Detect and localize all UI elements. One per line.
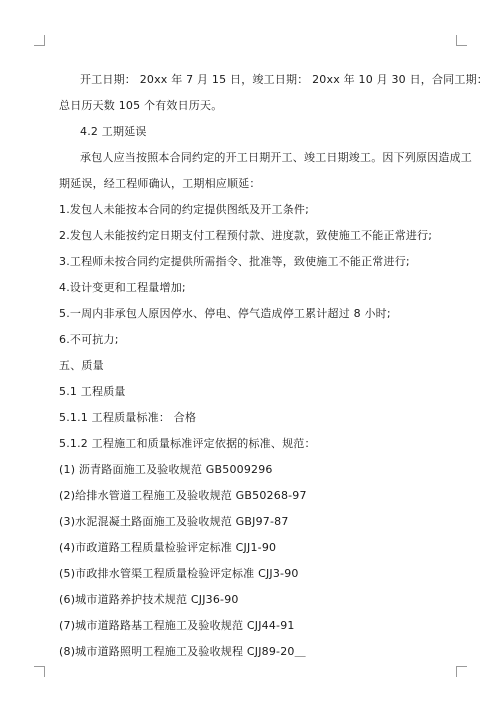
standard-list-item: (6)城市道路养护技术规范 CJJ36-90 [59, 593, 239, 606]
list-item: 2.发包人未能按约定日期支付工程预付款、进度款，致使施工不能正常进行; [59, 229, 433, 242]
paragraph-line: 开工日期： 20xx 年 7 月 15 日，竣工日期： 20xx 年 10 月 30 日，合同工期： [80, 73, 488, 86]
paragraph-line: 总日历天数 105 个有效日历天。 [59, 99, 223, 112]
document-body [59, 67, 488, 665]
standard-list-item: (4)市政道路工程质量检验评定标准 CJJ1-90 [59, 541, 277, 554]
standard-list-item: (2)给排水管道工程施工及验收规范 GB50268-97 [59, 489, 307, 502]
standard-list-item: (7)城市道路路基工程施工及验收规范 CJJ44-91 [59, 619, 295, 632]
paragraph-line: 期延误，经工程师确认，工期相应顺延： [59, 177, 261, 190]
section-heading: 4.2 工期延误 [80, 125, 147, 138]
crop-mark-bottom-left [34, 666, 45, 677]
list-item: 3.工程师未按合同约定提供所需指令、批准等，致使施工不能正常进行; [59, 255, 410, 268]
standard-list-item: (5)市政排水管渠工程质量检验评定标准 CJJ3-90 [59, 567, 299, 580]
list-item: 6.不可抗力; [59, 333, 119, 346]
list-item: 1.发包人未能按本合同的约定提供图纸及开工条件; [59, 203, 309, 216]
standard-list-item: (8)城市道路照明工程施工及验收规程 CJJ89-20＿ [59, 645, 306, 658]
crop-mark-bottom-right [456, 666, 467, 677]
paragraph-line: 承包人应当按照本合同约定的开工日期开工、竣工日期竣工。因下列原因造成工 [80, 151, 472, 164]
list-item: 5.一周内非承包人原因停水、停电、停气造成停工累计超过 8 小时; [59, 307, 391, 320]
paragraph-line: 5.1.2 工程施工和质量标准评定依据的标准、规范： [59, 437, 316, 450]
crop-mark-top-right [456, 35, 467, 46]
standard-list-item: (3)水泥混凝土路面施工及验收规范 GBJ97-87 [59, 515, 289, 528]
paragraph-line: 5.1.1 工程质量标准： 合格 [59, 411, 197, 424]
list-item: 4.设计变更和工程量增加; [59, 281, 186, 294]
standard-list-item: (1) 沥青路面施工及验收规范 GB5009296 [59, 463, 273, 476]
section-heading: 五、质量 [59, 359, 104, 372]
crop-mark-top-left [34, 35, 45, 46]
section-heading: 5.1 工程质量 [59, 385, 126, 398]
